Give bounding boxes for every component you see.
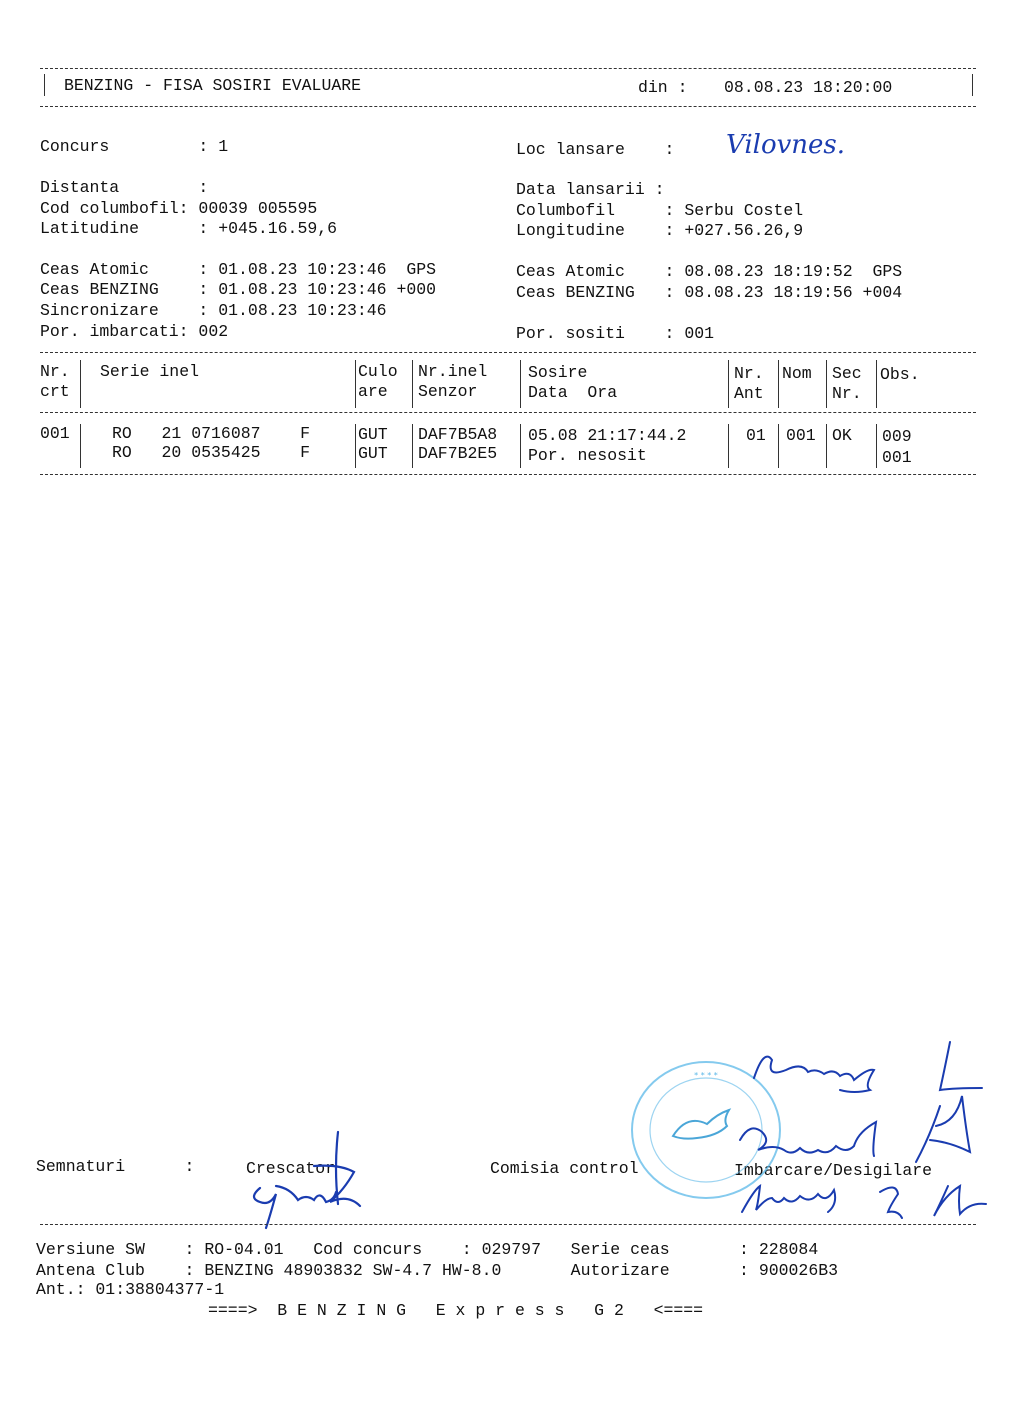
header-nr-inel-1: Nr.inel — [418, 362, 488, 381]
cod-columbofil-field: Cod columbofil: 00039 005595 — [40, 199, 318, 218]
commission-signatures-image — [730, 1026, 1000, 1226]
table-header-rule — [40, 412, 976, 413]
col-sep — [412, 360, 413, 408]
longitudine-field: Longitudine : +027.56.26,9 — [516, 221, 804, 240]
crescator-signature-image — [240, 1126, 370, 1232]
col-sep — [520, 360, 521, 408]
header-sosire-1: Sosire — [528, 363, 588, 382]
date-value: 08.08.23 18:20:00 — [724, 78, 893, 97]
date-label: din : — [638, 78, 688, 97]
footer-rule — [40, 1224, 976, 1225]
header-sec-1: Sec — [832, 364, 862, 383]
header-nr-crt-1: Nr. — [40, 362, 70, 381]
header-sosire-2: Data Ora — [528, 383, 618, 402]
loc-lansare-label: Loc lansare : — [516, 140, 675, 159]
cell-culoare-1: GUT — [358, 425, 388, 444]
header-culoare-2: are — [358, 382, 388, 401]
loc-lansare-handwritten: Vilovnes. — [726, 130, 846, 160]
cell-nr-ant: 01 — [746, 426, 766, 445]
footer-banner: ====> B E N Z I N G E x p r e s s G 2 <==== — [208, 1301, 704, 1320]
por-sositi-field: Por. sositi : 001 — [516, 324, 715, 343]
col-sep — [80, 424, 81, 468]
imbarcare-label: Imbarcare/Desigilare — [734, 1161, 933, 1180]
cell-sosire-2: Por. nesosit — [528, 446, 647, 465]
header-nr-ant-2: Ant — [734, 384, 764, 403]
header-left-border — [44, 74, 45, 96]
crescator-label: Crescator — [246, 1159, 336, 1178]
columbofil-field: Columbofil : Serbu Costel — [516, 201, 804, 220]
cell-nom: 001 — [786, 426, 816, 445]
cell-culoare-2: GUT — [358, 444, 388, 463]
footer-versiune-line: Versiune SW : RO-04.01 Cod concurs : 029797 Serie ceas : 228084 — [36, 1240, 819, 1259]
col-sep — [80, 360, 81, 408]
ceas-benzing-arrival-field: Ceas BENZING : 08.08.23 18:19:56 +004 — [516, 283, 903, 302]
cell-sosire-1: 05.08 21:17:44.2 — [528, 426, 687, 445]
header-sec-2: Nr. — [832, 384, 862, 403]
table-top-rule — [40, 352, 976, 353]
cell-serie-inel-1: RO 21 0716087 F — [112, 424, 311, 443]
cell-obs-2: 001 — [882, 448, 912, 467]
header-obs: Obs. — [880, 365, 920, 384]
header-nr-crt-2: crt — [40, 382, 70, 401]
cell-sec-nr: OK — [832, 426, 852, 445]
header-culoare-1: Culo — [358, 362, 398, 381]
col-sep — [728, 424, 729, 468]
svg-text:* * * *: * * * * — [694, 1071, 718, 1080]
col-sep — [412, 424, 413, 468]
table-bottom-rule — [40, 474, 976, 475]
footer-antena-line: Antena Club : BENZING 48903832 SW-4.7 HW-8.0 Autorizare : 900026B3 — [36, 1261, 839, 1280]
header-right-border — [972, 74, 973, 96]
ceas-benzing-field: Ceas BENZING : 01.08.23 10:23:46 +000 — [40, 280, 437, 299]
header-nr-inel-2: Senzor — [418, 382, 478, 401]
col-sep — [520, 424, 521, 468]
col-sep — [876, 360, 877, 408]
col-sep — [826, 360, 827, 408]
col-sep — [355, 424, 356, 468]
col-sep — [728, 360, 729, 408]
header-nr-ant-1: Nr. — [734, 364, 764, 383]
por-imbarcati-field: Por. imbarcati: 002 — [40, 322, 229, 341]
footer-ant-line: Ant.: 01:38804377-1 — [36, 1280, 225, 1299]
concurs-field: Concurs : 1 — [40, 137, 229, 156]
header-nom: Nom — [782, 364, 812, 383]
comisia-label: Comisia control — [490, 1159, 639, 1178]
col-sep — [778, 424, 779, 468]
distanta-field: Distanta : — [40, 178, 209, 197]
cell-serie-inel-2: RO 20 0535425 F — [112, 443, 311, 462]
col-sep — [826, 424, 827, 468]
header-top-rule — [40, 68, 976, 69]
semnaturi-label: Semnaturi : — [36, 1157, 195, 1176]
cell-nr-inel-1: DAF7B5A8 — [418, 425, 498, 444]
sincronizare-field: Sincronizare : 01.08.23 10:23:46 — [40, 301, 387, 320]
cell-nr-crt: 001 — [40, 424, 70, 443]
header-bottom-rule — [40, 106, 976, 107]
ceas-atomic-field: Ceas Atomic : 01.08.23 10:23:46 GPS — [40, 260, 437, 279]
col-sep — [876, 424, 877, 468]
data-lansarii-field: Data lansarii : — [516, 180, 665, 199]
latitudine-field: Latitudine : +045.16.59,6 — [40, 219, 338, 238]
cell-nr-inel-2: DAF7B2E5 — [418, 444, 498, 463]
document-title: BENZING - FISA SOSIRI EVALUARE — [64, 76, 362, 95]
ceas-atomic-arrival-field: Ceas Atomic : 08.08.23 18:19:52 GPS — [516, 262, 903, 281]
col-sep — [355, 360, 356, 408]
col-sep — [778, 360, 779, 408]
header-serie-inel: Serie inel — [100, 362, 200, 381]
cell-obs-1: 009 — [882, 427, 912, 446]
